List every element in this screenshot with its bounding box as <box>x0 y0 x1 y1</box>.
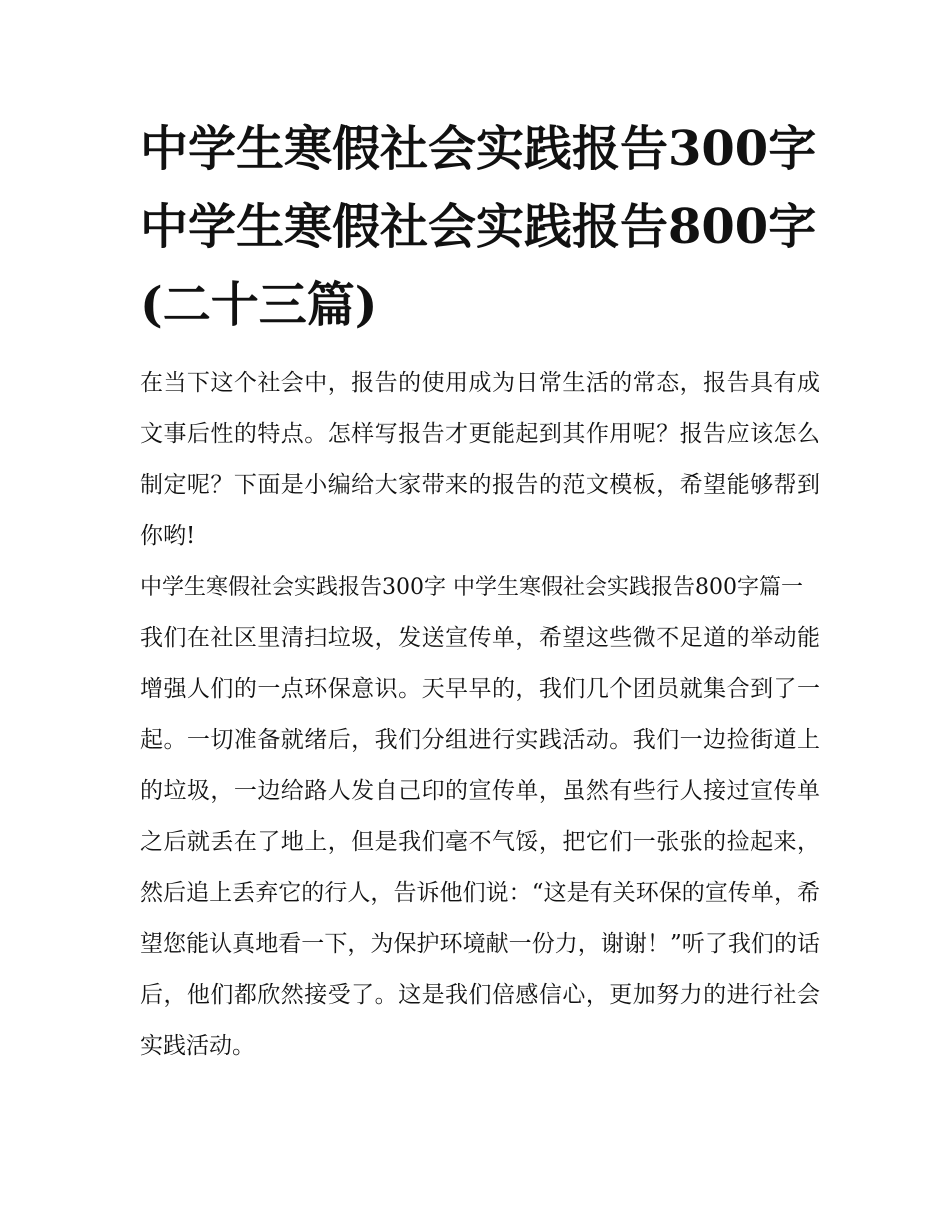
document-page <box>140 110 820 1072</box>
document-title: 中学生寒假社会实践报告300字 中学生寒假社会实践报告800字(二十三篇) <box>140 121 817 333</box>
section-heading: 中学生寒假社会实践报告300字 中学生寒假社会实践报告800字篇一 <box>140 575 803 600</box>
intro-paragraph: 在当下这个社会中，报告的使用成为日常生活的常态，报告具有成文事后性的特点。怎样写报告才更能起到其作用呢？报告应该怎么制定呢？下面是小编给大家带来的报告的范文模板，希望能够帮到你哟! <box>140 370 820 549</box>
body-paragraph: 我们在社区里清扫垃圾，发送宣传单，希望这些微不足道的举动能增强人们的一点环保意识。天早早的，我们几个团员就集合到了一起。一切准备就绪后，我们分组进行实践活动。我们一边捡街道上的垃圾，一边给路人发自己印的宣传单，虽然有些行人接过宣传单之后就丢在了地上，但是我们毫不气馁，把它们一张张的捡起来，然后追上丢弃它的行人，告诉他们说：“这是有关环保的宣传单，希望您能认真地看一下，为保护环境献一份力，谢谢！”听了我们的话后，他们都欣然接受了。这是我们倍感信心，更加努力的进行社会实践活动。 <box>140 625 820 1059</box>
